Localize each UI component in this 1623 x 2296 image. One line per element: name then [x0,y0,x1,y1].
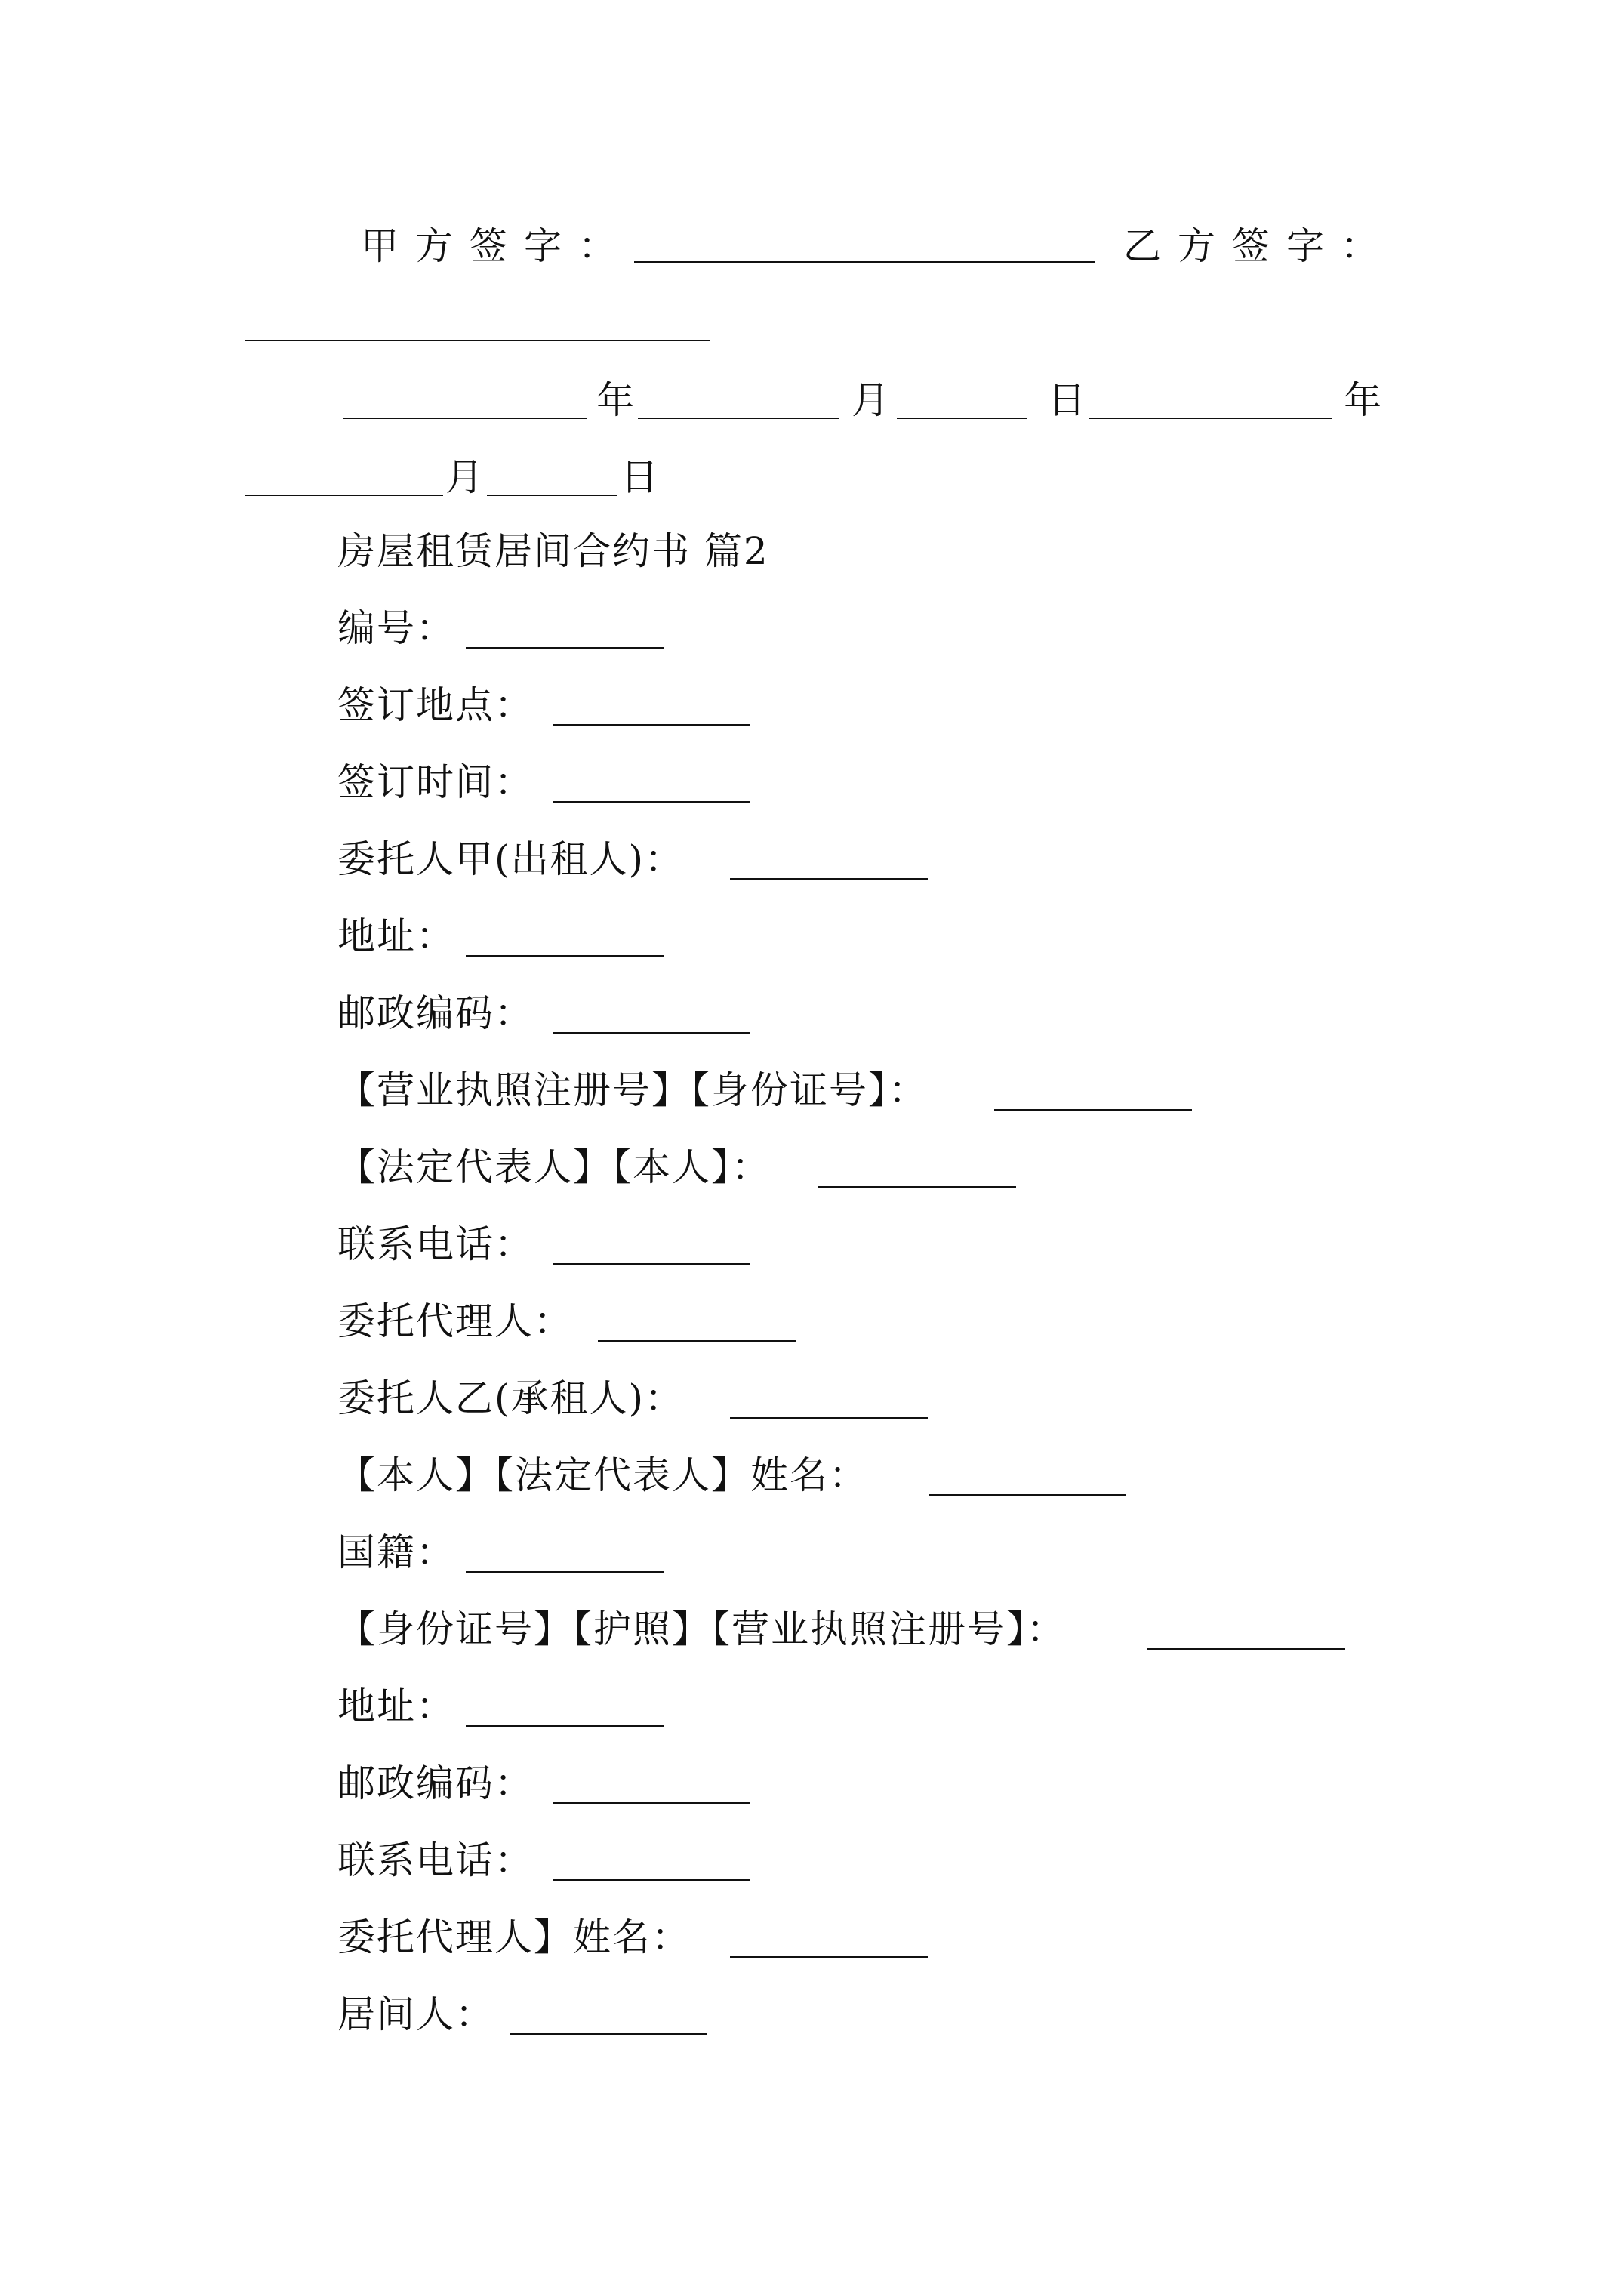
field-blank [466,1571,664,1573]
field-blank [553,724,750,726]
field-label: 国籍： [337,1530,455,1574]
field-blank [466,1725,664,1727]
field-label: 编号： [337,606,455,650]
field-label: 邮政编码： [337,991,534,1035]
party-a-day-label: 日 [1048,378,1087,422]
party-b-year-blank [1089,418,1332,419]
field-blank [553,1032,750,1034]
party-a-year-label: 年 [596,378,636,422]
field-blank [818,1186,1016,1188]
party-b-signature-label: 乙方签字： [1123,224,1395,268]
field-blank [730,878,928,880]
party-a-month-blank [638,418,839,419]
field-label: 签订地点： [337,683,534,727]
party-b-day-label: 日 [621,455,660,499]
party-a-signature-blank [634,261,1095,263]
field-label: 【营业执照注册号】【身份证号】： [337,1068,928,1112]
field-label: 委托代理人】姓名： [337,1915,691,1959]
party-a-month-label: 月 [852,378,891,422]
party-a-signature-label: 甲方签字： [361,224,633,268]
field-blank [553,801,750,803]
party-b-month-label: 月 [445,455,485,499]
field-label: 【法定代表人】【本人】： [337,1145,771,1189]
party-b-day-blank [487,495,617,496]
field-label: 地址： [337,1684,455,1728]
party-a-year-blank [343,418,587,419]
field-label: 邮政编码： [337,1761,534,1805]
field-label: 委托人甲(出租人)： [337,837,685,881]
section-title: 房屋租赁居间合约书 篇2 [337,529,769,573]
field-blank [730,1956,928,1958]
field-blank [1147,1648,1345,1650]
field-blank [994,1109,1192,1111]
field-label: 委托代理人： [337,1299,573,1343]
field-label: 【本人】【法定代表人】姓名： [337,1453,868,1497]
field-blank [730,1417,928,1419]
party-b-year-label: 年 [1344,378,1383,422]
field-label: 居间人： [337,1992,494,2036]
field-label: 【身份证号】【护照】【营业执照注册号】： [337,1607,1066,1651]
field-blank [510,2033,707,2035]
field-blank [553,1879,750,1881]
field-label: 联系电话： [337,1222,534,1266]
field-blank [553,1263,750,1265]
field-label: 签订时间： [337,760,534,804]
field-label: 委托人乙(承租人)： [337,1376,685,1420]
field-blank [466,647,664,649]
party-b-signature-blank [245,340,710,341]
field-label: 联系电话： [337,1838,534,1882]
field-blank [553,1802,750,1804]
field-label: 地址： [337,914,455,958]
field-blank [598,1340,796,1342]
party-b-month-blank [245,495,443,496]
field-blank [466,955,664,957]
party-a-day-blank [897,418,1027,419]
field-blank [929,1494,1126,1496]
